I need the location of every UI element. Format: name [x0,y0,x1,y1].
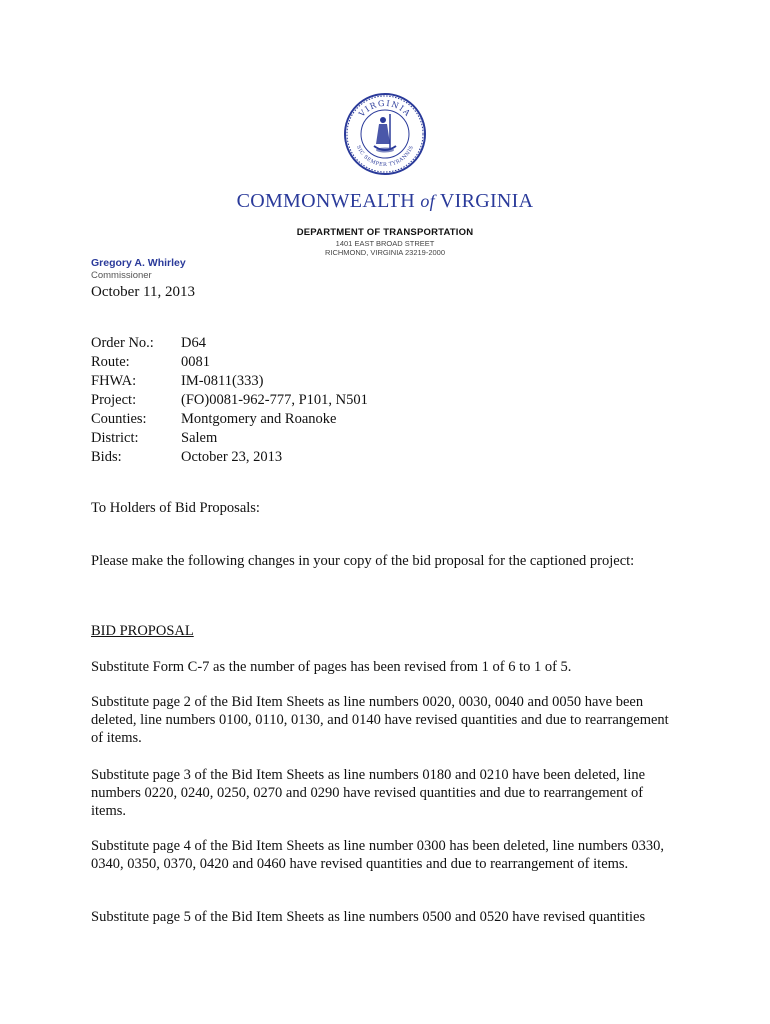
order-info-label: District: [91,430,139,446]
commonwealth-word: COMMONWEALTH [236,190,416,212]
body-paragraph: Substitute page 2 of the Bid Item Sheets as line numbers 0020, 0030, 0040 and 0050 have been deleted, line numbers 0100, 0110, 0130, and 0140 have revised quantities and due to rearrangement of items. [91,694,669,746]
order-info-label: Bids: [91,449,122,465]
order-info-row [91,429,368,448]
body-paragraph: Substitute page 3 of the Bid Item Sheets as line numbers 0180 and 0210 have been deleted, line numbers 0220, 0240, 0250, 0270 and 0290 have revised quantities and due to rearrangement of items. [91,767,646,819]
order-info-value: October 23, 2013 [181,449,283,465]
body-paragraph: Substitute page 4 of the Bid Item Sheets as line number 0300 has been deleted, line numbers 0330, 0340, 0350, 0370, 0420 and 0460 have revised quantities and due to rearrangement of items. [91,838,665,872]
section-heading: BID PROPOSAL [91,623,194,639]
order-info-row [91,372,368,391]
order-info-value: D64 [181,335,206,351]
seal-motto-text: SIC SEMPER TYRANNIS [354,144,416,169]
official-title: Commissioner [91,270,152,281]
official-block [91,257,186,281]
order-info-label: Project: [91,392,137,408]
letter-date: October 11, 2013 [91,284,196,300]
virginia-seal-icon [343,92,427,176]
order-info-value: 0081 [181,354,210,370]
address-line-1: 1401 EAST BROAD STREET [335,239,435,248]
order-info-label: Order No.: [91,335,154,351]
order-info-row [91,334,368,353]
order-info-row [91,410,368,429]
department-name: DEPARTMENT OF TRANSPORTATION [296,227,474,238]
order-info-row [91,448,368,467]
order-info-table [91,334,368,467]
salutation: To Holders of Bid Proposals: [91,500,260,516]
intro-paragraph: Please make the following changes in your copy of the bid proposal for the captioned project: [91,553,635,569]
seal-top-text: VIRGINIA [357,98,413,119]
virginia-word: VIRGINIA [439,190,534,212]
order-info-label: FHWA: [91,373,137,389]
order-info-label: Counties: [91,411,147,427]
official-name: Gregory A. Whirley [91,257,186,269]
order-info-value: (FO)0081-962-777, P101, N501 [181,392,368,408]
commonwealth-of-word: of [420,191,435,211]
order-info-label: Route: [91,354,130,370]
letterhead-commonwealth [0,190,770,213]
order-info-value: Salem [181,430,218,446]
order-info-row [91,353,368,372]
order-info-value: Montgomery and Roanoke [181,411,337,427]
order-info-row [91,391,368,410]
order-info-value: IM-0811(333) [181,373,264,389]
body-paragraph: Substitute Form C-7 as the number of pages has been revised from 1 of 6 to 1 of 5. [91,659,572,675]
address-line-2: RICHMOND, VIRGINIA 23219-2000 [324,248,446,257]
body-paragraph: Substitute page 5 of the Bid Item Sheets as line numbers 0500 and 0520 have revised quantities [91,909,646,925]
